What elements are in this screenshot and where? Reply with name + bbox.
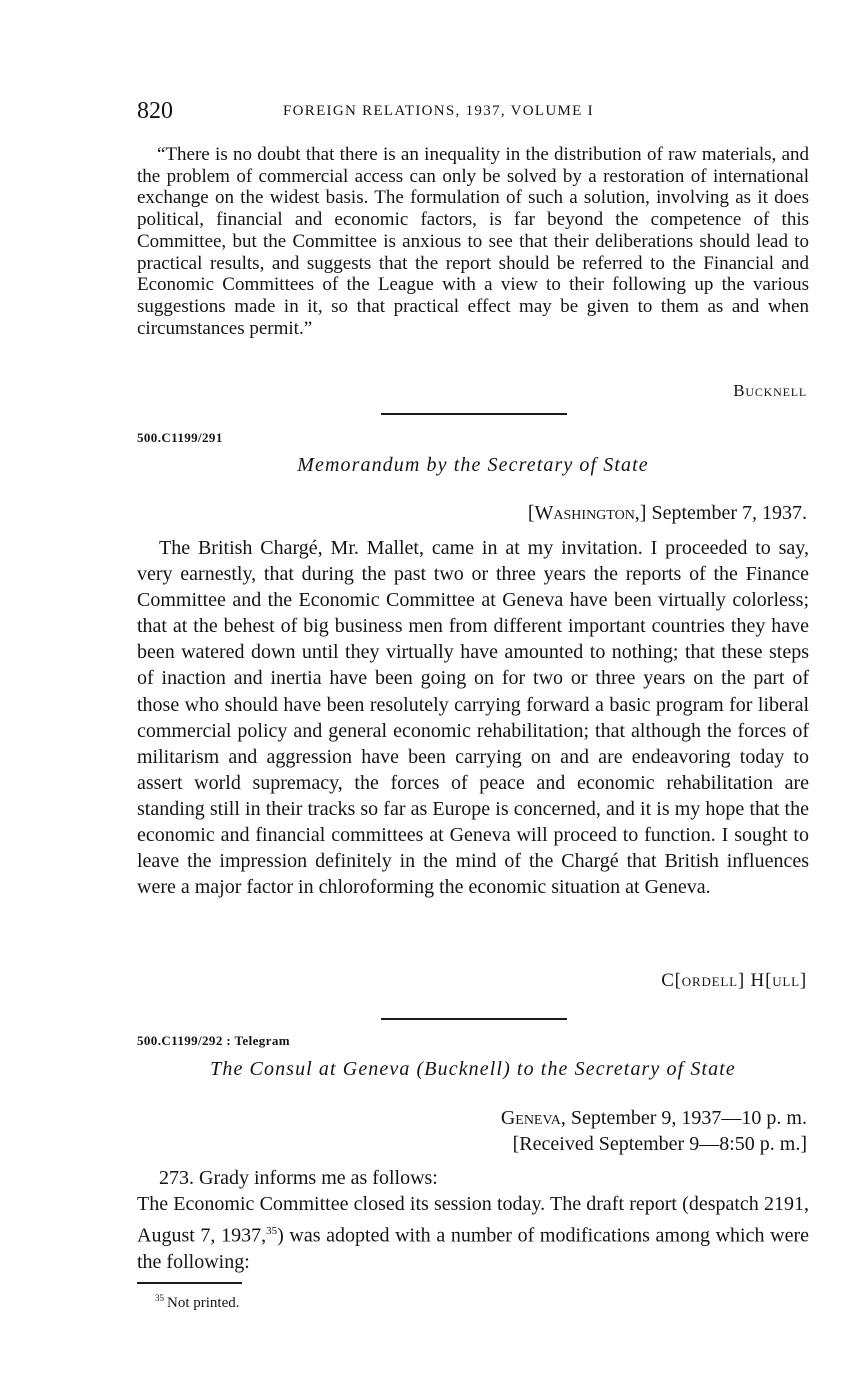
running-title: FOREIGN RELATIONS, 1937, VOLUME I	[283, 103, 594, 119]
memorandum-body	[137, 535, 809, 900]
dateline-received: [Received September 9—8:50 p. m.]	[512, 1133, 807, 1155]
telegram-paragraph	[137, 1165, 809, 1192]
telegram-paragraph	[137, 1191, 809, 1275]
document-heading: The Consul at Geneva (Bucknell) to the Secretary of State	[210, 1058, 736, 1080]
footnote-mark: 35	[155, 1293, 164, 1303]
dateline-place: [Washington,]	[527, 502, 647, 524]
telegram-text: The Economic Committee closed its session today. The draft report (despatch 2191, August 7, 1937,	[137, 1193, 809, 1247]
footnote-rule	[137, 1282, 242, 1284]
section-divider	[381, 1018, 567, 1020]
telegram-text: ) was adopted with a number of modifications among which were the following:	[137, 1224, 809, 1273]
telegram-text: 273. Grady informs me as follows:	[159, 1167, 438, 1189]
footnote-text: Not printed.	[167, 1295, 240, 1311]
quoted-paragraph	[137, 144, 809, 339]
dateline	[501, 1105, 807, 1157]
dateline	[528, 500, 807, 526]
document-heading: Memorandum by the Secretary of State	[297, 454, 649, 476]
running-head	[137, 96, 809, 126]
section-divider	[381, 413, 567, 415]
dateline-sent-line	[501, 1105, 807, 1131]
page-number: 820	[137, 98, 173, 124]
dateline-place: Geneva,	[500, 1107, 566, 1129]
quote-signature: Bucknell	[733, 381, 807, 400]
file-number: 500.C1199/291	[137, 430, 223, 445]
dateline-date: September 7, 1937.	[651, 502, 807, 524]
memorandum-text: The British Chargé, Mr. Mallet, came in at my invitation. I proceeded to say, very earnestly, that during the past two or three years the reports of the Finance Committee and the Economic Committee at Geneva have been virtually colorless; that at the behest of big business men from different important countries they have been watered down until they virtually have amounted to nothing; that these steps of inaction and inertia have been going on for two or three years on the part of those who should have been resolutely carrying forward a basic program for liberal commercial policy and general economic rehabilitation; that although the forces of militarism and aggression have been carrying on and are endeavoring today to assert world supremacy, the forces of peace and economic rehabilitation are standing still in their tracks so far as Europe is concerned, and it is my hope that the economic and financial committees at Geneva will proceed to function. I sought to leave the impression definitely in the mind of the Chargé that British influences were a major factor in chloroforming the economic situation at Geneva.	[137, 537, 809, 899]
footnote-reference: 35	[266, 1224, 278, 1237]
dateline-sent: September 9, 1937—10 p. m.	[570, 1107, 807, 1129]
memorandum-signature: C[ordell] H[ull]	[661, 970, 807, 991]
file-number: 500.C1199/292 : Telegram	[137, 1033, 290, 1048]
footnote	[155, 1293, 240, 1312]
quote-text: “There is no doubt that there is an inequality in the distribution of raw materials, and the problem of commercial access can only be solved by a restoration of international exchange on the widest basis. The formulation of such a solution, involving as it does political, financial and economic factors, is far beyond the competence of this Committee, but the Committee is anxious to see that their deliberations should lead to practical results, and suggests that the report should be referred to the Financial and Economic Committees of the League with a view to their following up the various suggestions made in it, so that practical effect may be given to them as and when circumstances permit.”	[137, 144, 809, 339]
